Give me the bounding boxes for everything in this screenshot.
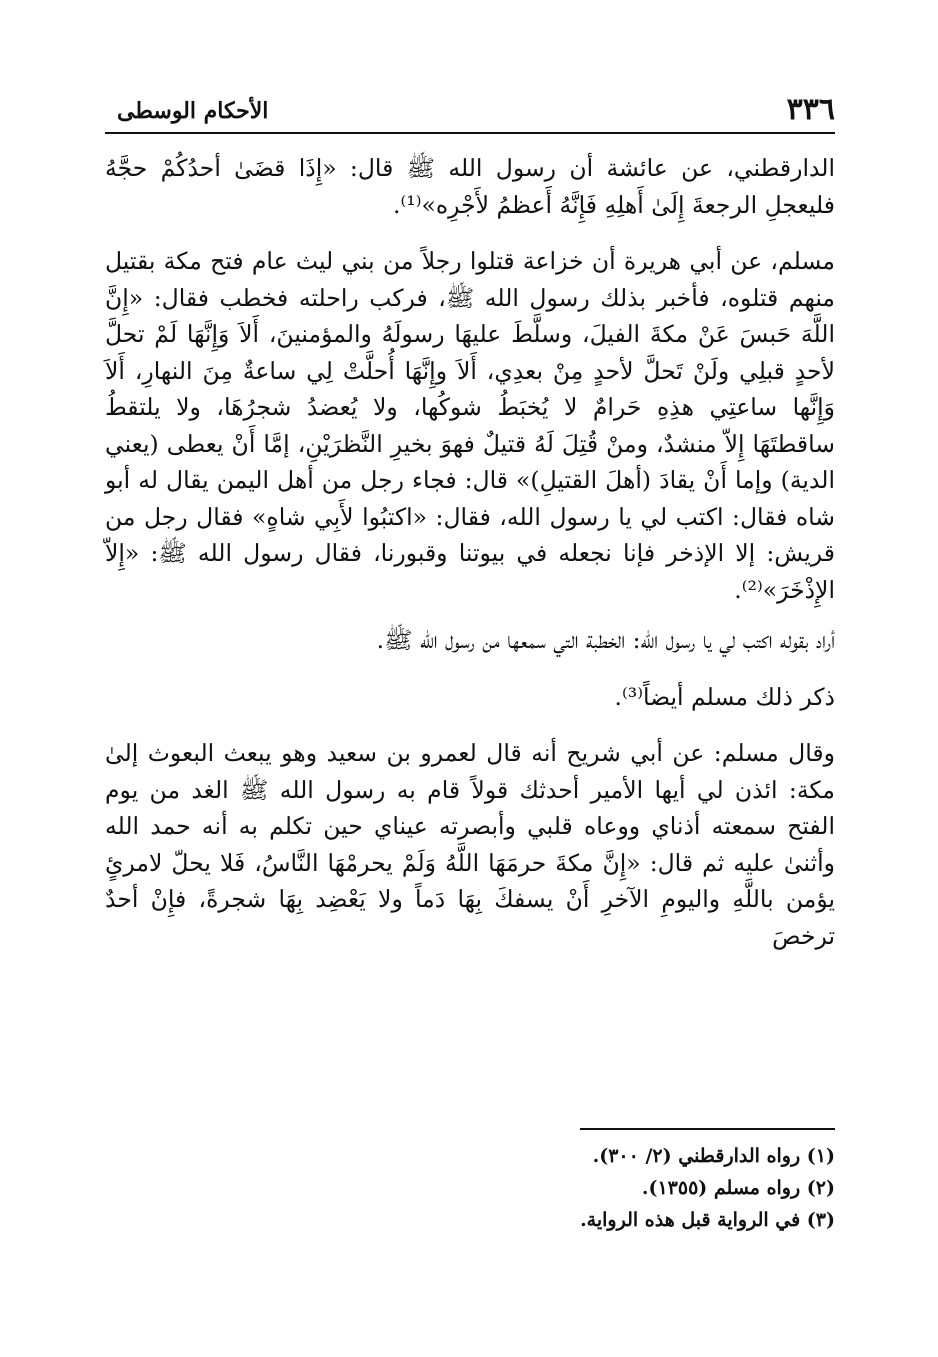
footnote-separator [580, 1128, 835, 1130]
paragraph-muslim-note: ذكر ذلك مسلم أيضاً⁽³⁾. [614, 682, 835, 711]
main-text [105, 150, 835, 954]
paragraph-abu-shurayh-hadith: وقال مسلم: عن أبي شريح أنه قال لعمرو بن سعيد وهو يبعث البعوث إلىٰ مكة: ائذن لي أيها الأمير أحدثك قولاً قام به رسول الله ﷺ الغد من يوم الفتح سمعته أذناي ووعاه قلبي وأبصرته عيناي حين تكلم به أنه حمد الله وأثنىٰ عليه ثم قال: «إِنَّ مكةَ حرمَهَا اللَّهُ وَلَمْ يحرمْهَا النَّاسُ، فَلا يحلّ لامرئٍ يؤمن باللَّهِ واليومِ الآخرِ أَنْ يسفكَ بِهَا دَماً ولا يَعْضِد بِهَا شجرةً، فإِنْ أحدٌ ترخصَ [105, 739, 835, 950]
footnote-1: (١) رواه الدارقطني (٢/ ٣٠٠). [592, 1145, 835, 1167]
paragraph-abu-hurayra-hadith: مسلم، عن أبي هريرة أن خزاعة قتلوا رجلاً من بني ليث عام فتح مكة بقتيل منهم قتلوه، فأخبر بذلك رسول الله ﷺ، فركب راحلته فخطب فقال: «إِنَّ اللَّهَ حَبسَ عَنْ مكةَ الفيلَ، وسلَّطَ عليهَا رسولَهُ والمؤمنينَ، أَلاَ وَإِنَّهَا لَمْ تحلَّ لأحدٍ قبلِي ولَنْ تَحلَّ لأحدٍ مِنْ بعدِي، أَلاَ وإِنَّهَا أُحلَّتْ لِي ساعةٌ مِنَ النهارِ، أَلاَ وَإِنَّها ساعتِي هذِهِ حَرامٌ لا يُخبَطُ شوكُها، ولا يُعضدُ شجرُهَا، ولا يلتقطُ ساقطتَهَا إِلاّ منشدٌ، ومنْ قُتِلَ لَهُ قتيلٌ فهوَ بخيرِ النَّظرَيْنِ، إمَّا أَنْ يعطى (يعني الدية) وإما أَنْ يقادَ (أهلَ القتيلِ)» قال: فجاء رجل من أهل اليمن يقال له أبو شاه فقال: اكتب لي يا رسول الله، فقال: «اكتبُوا لأَبِي شاهٍ» فقال رجل من قريش: إلا الإذخر فإنا نجعله في بيوتنا وقبورنا، فقال رسول الله ﷺ: «إِلاّ الإِذْخَرَ»⁽²⁾. [105, 247, 835, 604]
footnote-2: (٢) رواه مسلم (١٣٥٥). [641, 1177, 835, 1199]
footnotes [105, 1140, 835, 1236]
footnote-3: (٣) في الرواية قبل هذه الرواية. [580, 1209, 835, 1231]
paragraph-explanation: أراد بقوله اكتب لي يا رسول الله: الخطبة التي سمعها من رسول الله ﷺ. [376, 626, 835, 654]
running-title: الأحكام الوسطى [117, 98, 269, 124]
page-number: ٣٣٦ [786, 92, 835, 127]
paragraph-daraqutni-hadith: الدارقطني، عن عائشة أن رسول الله ﷺ قال: «إِذَا قضَىٰ أحدُكُمْ حجَّهُ فليعجلِ الرجعةَ إِلَىٰ أَهلِهِ فَإِنَّهُ أَعظمُ لأَجْرِه»⁽¹⁾. [105, 154, 835, 219]
page-header [105, 90, 835, 134]
